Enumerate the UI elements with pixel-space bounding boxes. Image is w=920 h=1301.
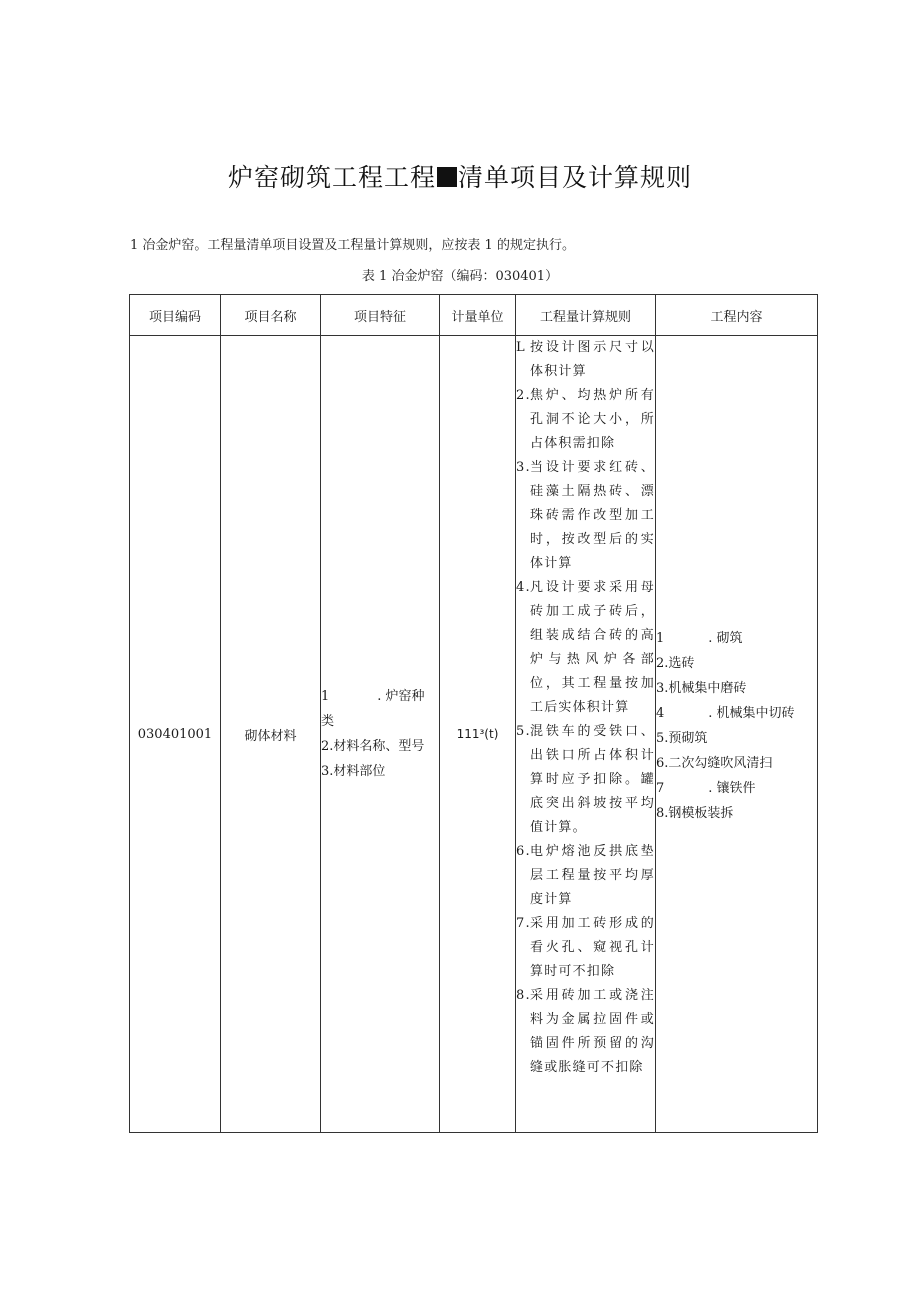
content-item bbox=[656, 676, 817, 701]
rule-item bbox=[516, 912, 655, 984]
content-text: . 砌筑 bbox=[708, 631, 743, 646]
rule-number: 8. bbox=[516, 988, 531, 1003]
header-name: 项目名称 bbox=[221, 295, 321, 336]
feature-number: 3. bbox=[321, 764, 334, 779]
rule-item bbox=[516, 336, 655, 384]
content-item bbox=[656, 651, 817, 676]
rule-text: 凡设计要求采用母砖加工成子砖后，组装成结合砖的高炉与热风炉各部位，其工程量按加工后实体积计算 bbox=[530, 580, 655, 715]
content-number: 8. bbox=[656, 806, 669, 821]
rule-item bbox=[516, 840, 655, 912]
rule-item bbox=[516, 456, 655, 576]
header-rules: 工程量计算规则 bbox=[516, 295, 656, 336]
rule-text: 采用砖加工或浇注料为金属拉固件或锚固件所预留的沟缝或胀缝可不扣除 bbox=[530, 988, 655, 1075]
content-number: 2. bbox=[656, 656, 669, 671]
content-text: . 镶铁件 bbox=[708, 781, 756, 796]
rule-text: 按设计图示尺寸以体积计算 bbox=[530, 340, 655, 379]
table-header-row bbox=[130, 295, 818, 336]
content-text: . 机械集中切砖 bbox=[708, 706, 795, 721]
cell-name: 砌体材料 bbox=[221, 336, 321, 1133]
content-item bbox=[656, 701, 817, 726]
features-list bbox=[321, 684, 439, 784]
feature-text: 材料部位 bbox=[333, 764, 386, 779]
rule-text: 混铁车的受铁口、出铁口所占体积计算时应予扣除。罐底突出斜坡按平均值计算。 bbox=[530, 724, 655, 835]
rule-number: 7. bbox=[516, 916, 531, 931]
content-text: 钢模板装拆 bbox=[668, 806, 734, 821]
content-item bbox=[656, 751, 817, 776]
feature-text: . 炉窑种 bbox=[377, 689, 425, 704]
rule-number: 6. bbox=[516, 844, 531, 859]
content-number: 5. bbox=[656, 731, 669, 746]
cell-unit: 111³(t) bbox=[440, 336, 516, 1133]
rule-number: 4. bbox=[516, 580, 531, 595]
content-number: 4 bbox=[656, 706, 665, 721]
header-features: 项目特征 bbox=[321, 295, 440, 336]
feature-text: 类 bbox=[321, 714, 335, 729]
rules-list bbox=[516, 336, 655, 1080]
feature-number: 2. bbox=[321, 739, 334, 754]
rule-text: 当设计要求红砖、硅藻土隔热砖、漂珠砖需作改型加工时，按改型后的实体计算 bbox=[530, 460, 655, 571]
header-code: 项目编码 bbox=[130, 295, 221, 336]
feature-item bbox=[321, 734, 439, 759]
feature-item bbox=[321, 684, 439, 709]
table-caption: 表 1 冶金炉窑（编码：030401） bbox=[361, 269, 559, 284]
rule-item bbox=[516, 984, 655, 1080]
content-item bbox=[656, 801, 817, 826]
title-part-2: 清单项目及计算规则 bbox=[458, 163, 693, 192]
feature-number: 1 bbox=[321, 689, 330, 704]
cell-features bbox=[321, 336, 440, 1133]
content-text: 选砖 bbox=[668, 656, 695, 671]
content-number: 1 bbox=[656, 631, 665, 646]
intro-paragraph: 1 冶金炉窑。工程量清单项目设置及工程量计算规则，应按表 1 的规定执行。 bbox=[130, 238, 575, 253]
content-number: 7 bbox=[656, 781, 665, 796]
rule-text: 电炉熔池反拱底垫层工程量按平均厚度计算 bbox=[530, 844, 655, 907]
title-part-1: 炉窑砌筑工程工程 bbox=[227, 163, 436, 192]
content-item bbox=[656, 626, 817, 651]
rule-text: 焦炉、均热炉所有孔洞不论大小，所占体积需扣除 bbox=[530, 388, 655, 451]
cell-content bbox=[656, 336, 818, 1133]
cell-rules bbox=[516, 336, 656, 1133]
rule-item bbox=[516, 720, 655, 840]
content-list bbox=[656, 626, 817, 826]
rule-item bbox=[516, 576, 655, 720]
content-item bbox=[656, 726, 817, 751]
content-text: 机械集中磨砖 bbox=[668, 681, 747, 696]
spec-table bbox=[129, 294, 818, 1133]
feature-item bbox=[321, 709, 439, 734]
rule-text: 采用加工砖形成的看火孔、窥视孔计算时可不扣除 bbox=[530, 916, 655, 979]
rule-item bbox=[516, 384, 655, 456]
content-item bbox=[656, 776, 817, 801]
header-unit: 计量单位 bbox=[440, 295, 516, 336]
feature-text: 材料名称、型号 bbox=[333, 739, 425, 754]
redaction-block bbox=[437, 167, 457, 187]
content-text: 二次勾缝吹风清扫 bbox=[668, 756, 773, 771]
content-number: 6. bbox=[656, 756, 669, 771]
rule-number: 5. bbox=[516, 724, 531, 739]
cell-code: 030401001 bbox=[130, 336, 221, 1133]
rule-number: 2. bbox=[516, 388, 531, 403]
content-number: 3. bbox=[656, 681, 669, 696]
page-title bbox=[0, 158, 920, 194]
content-text: 预砌筑 bbox=[668, 731, 708, 746]
rule-number: L bbox=[516, 340, 526, 355]
table-row bbox=[130, 336, 818, 1133]
feature-item bbox=[321, 759, 439, 784]
rule-number: 3. bbox=[516, 460, 531, 475]
header-content: 工程内容 bbox=[656, 295, 818, 336]
